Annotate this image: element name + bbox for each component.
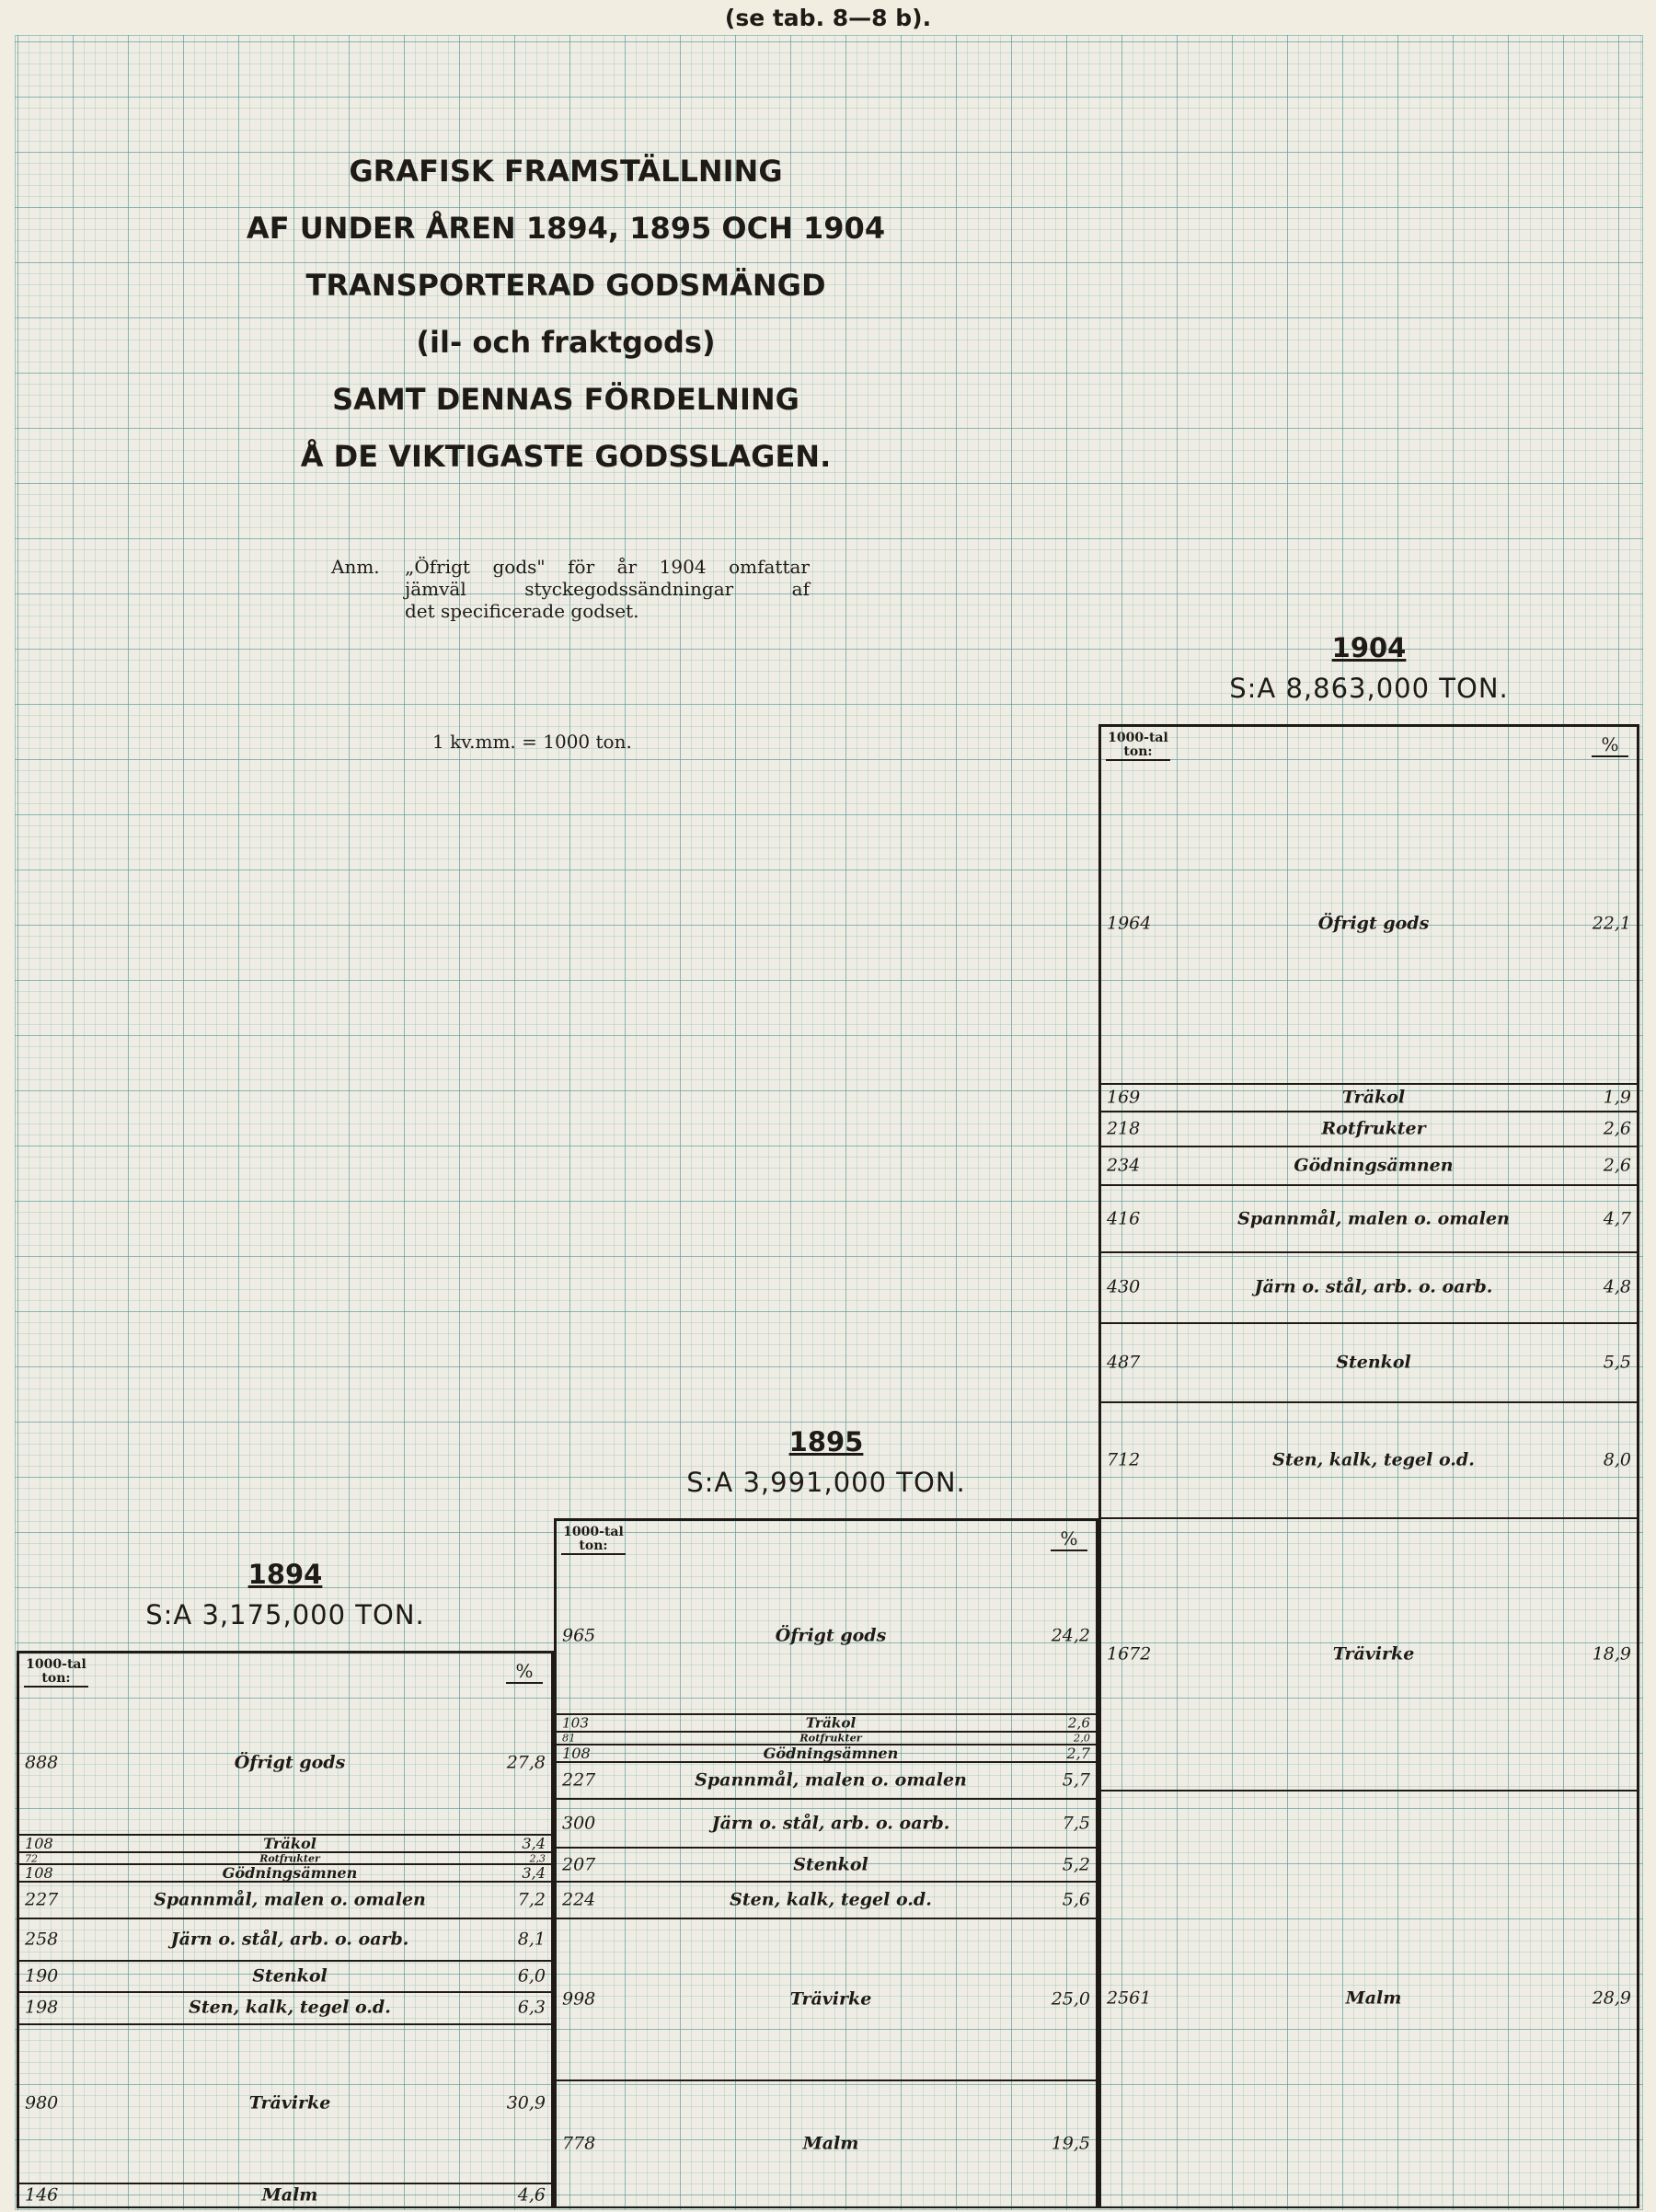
segment-percent: 19,5 [1051, 2133, 1090, 2154]
segment-value: 81 [562, 1731, 576, 1745]
segment-value: 980 [25, 2092, 59, 2114]
segment-label: Sten, kalk, tegel o.d. [730, 1889, 932, 1910]
segment-percent: 1,9 [1603, 1087, 1631, 1108]
segment-percent: 2,6 [1067, 1713, 1090, 1731]
bar-segment [19, 1962, 551, 1993]
segment-percent: 8,1 [517, 1929, 546, 1950]
percent-header: % [1592, 733, 1628, 757]
segment-percent: 8,0 [1603, 1449, 1631, 1470]
segment-value: 108 [25, 1834, 53, 1852]
segment-percent: 7,2 [517, 1889, 546, 1910]
bar-segment [1101, 1085, 1637, 1112]
segment-value: 207 [562, 1854, 596, 1875]
segment-value: 108 [25, 1863, 53, 1882]
segment-value: 487 [1107, 1352, 1141, 1373]
segment-label: Sten, kalk, tegel o.d. [1272, 1449, 1475, 1470]
column-year-label: 1895 [788, 1425, 864, 1457]
segment-label: Stenkol [1336, 1352, 1411, 1373]
segment-value: 227 [25, 1889, 59, 1910]
segment-percent: 27,8 [506, 1752, 546, 1773]
segment-label: Spannmål, malen o. omalen [154, 1889, 426, 1910]
segment-label: Stenkol [793, 1854, 868, 1875]
segment-label: Gödningsämnen [763, 1744, 899, 1762]
column-year-label: 1904 [1331, 632, 1407, 664]
bar-segment [19, 1691, 551, 1836]
segment-label: Malm [261, 2184, 318, 2206]
bar-segment [19, 1836, 551, 1853]
segment-value: 227 [562, 1769, 596, 1791]
segment-value: 1964 [1107, 913, 1152, 934]
segment-label: Spannmål, malen o. omalen [1237, 1208, 1510, 1229]
segment-value: 169 [1107, 1087, 1141, 1108]
segment-label: Trävirke [248, 2092, 331, 2114]
segment-value: 1672 [1107, 1643, 1152, 1665]
segment-label: Öfrigt gods [1317, 913, 1430, 934]
segment-value: 430 [1107, 1276, 1141, 1297]
segment-percent: 5,6 [1062, 1889, 1090, 1910]
segment-percent: 5,5 [1603, 1352, 1631, 1373]
segment-percent: 4,7 [1603, 1208, 1631, 1229]
bar-segment [1101, 1186, 1637, 1254]
unit-header: 1000-tal ton: [1106, 732, 1170, 761]
segment-value: 300 [562, 1813, 596, 1834]
segment-percent: 6,3 [517, 1997, 546, 2018]
segment-percent: 7,5 [1062, 1813, 1090, 1834]
segment-value: 888 [25, 1752, 59, 1773]
segment-label: Malm [802, 2133, 859, 2154]
segment-percent: 5,7 [1062, 1769, 1090, 1791]
segment-value: 234 [1107, 1155, 1141, 1176]
segment-percent: 6,0 [517, 1965, 546, 1987]
title-line: SAMT DENNAS FÖRDELNING [332, 382, 799, 417]
title-line: Å DE VIKTIGASTE GODSSLAGEN. [300, 439, 832, 474]
segment-percent: 2,0 [1073, 1731, 1090, 1745]
column-total-label: S:A 3,175,000 TON. [145, 1599, 425, 1631]
segment-percent: 4,8 [1603, 1276, 1631, 1297]
segment-percent: 5,2 [1062, 1854, 1090, 1875]
bar-segment [1101, 765, 1637, 1085]
segment-label: Trävirke [1332, 1643, 1415, 1665]
segment-percent: 18,9 [1592, 1643, 1631, 1665]
segment-label: Rotfrukter [1321, 1118, 1426, 1139]
bar-segment [19, 1883, 551, 1919]
segment-percent: 4,6 [517, 2184, 546, 2206]
chart-title [138, 143, 994, 485]
segment-value: 72 [25, 1852, 38, 1865]
segment-label: Gödningsämnen [1294, 1155, 1454, 1176]
bar-segment [557, 1919, 1096, 2082]
bar-segment [557, 1559, 1096, 1716]
segment-percent: 24,2 [1051, 1625, 1090, 1646]
segment-percent: 2,7 [1066, 1744, 1090, 1762]
segment-value: 778 [562, 2133, 596, 2154]
segment-label: Sten, kalk, tegel o.d. [189, 1997, 391, 2018]
segment-percent: 3,4 [522, 1834, 546, 1852]
segment-label: Rotfrukter [799, 1731, 862, 1745]
segment-value: 998 [562, 1988, 596, 2010]
segment-value: 416 [1107, 1208, 1141, 1229]
bar-segment [557, 1763, 1096, 1800]
segment-percent: 25,0 [1051, 1988, 1090, 2010]
bar-segment [1101, 1253, 1637, 1323]
title-line: GRAFISK FRAMSTÄLLNING [349, 154, 783, 189]
title-line: (il- och fraktgods) [416, 325, 716, 360]
bar-segment [1101, 1791, 1637, 2208]
scale-note: 1 kv.mm. = 1000 ton. [432, 731, 632, 753]
note-line: det specificerade godset. [405, 600, 639, 622]
title-line: TRANSPORTERAD GODSMÄNGD [305, 268, 826, 303]
segment-percent: 28,9 [1592, 1987, 1631, 2009]
segment-label: Gödningsämnen [222, 1863, 358, 1882]
segment-label: Träkol [805, 1713, 857, 1731]
title-line: AF UNDER ÅREN 1894, 1895 OCH 1904 [246, 211, 886, 246]
segment-value: 146 [25, 2184, 59, 2206]
note-line: jämväl styckegodssändningar af [405, 578, 810, 600]
segment-label: Malm [1345, 1987, 1402, 2009]
segment-value: 108 [562, 1744, 591, 1762]
bar-segment [1101, 1147, 1637, 1185]
bar-segment [19, 1865, 551, 1883]
percent-header: % [506, 1660, 543, 1684]
segment-value: 224 [562, 1889, 596, 1910]
bar-segment [1101, 1112, 1637, 1148]
bar-segment [557, 2081, 1096, 2208]
table-reference: (se tab. 8—8 b). [724, 5, 932, 31]
segment-percent: 3,4 [522, 1863, 546, 1882]
segment-label: Trävirke [789, 1988, 872, 2010]
note-line: „Öfrigt gods" för år 1904 omfattar [405, 556, 810, 578]
bar-segment [19, 2025, 551, 2184]
bar-segment [557, 1745, 1096, 1763]
bar-segment [1101, 1519, 1637, 1791]
segment-value: 258 [25, 1929, 59, 1950]
segment-percent: 2,3 [529, 1852, 546, 1865]
column-year-label: 1894 [247, 1559, 323, 1591]
segment-label: Träkol [1341, 1087, 1406, 1108]
bar-segment [19, 2184, 551, 2208]
segment-value: 103 [562, 1713, 590, 1731]
segment-value: 198 [25, 1997, 59, 2018]
bar-segment [557, 1849, 1096, 1883]
unit-header: 1000-tal ton: [24, 1658, 88, 1688]
bar-segment [19, 1919, 551, 1962]
segment-percent: 30,9 [506, 2092, 546, 2114]
segment-value: 712 [1107, 1449, 1141, 1470]
segment-label: Öfrigt gods [775, 1625, 887, 1646]
segment-label: Träkol [263, 1834, 316, 1852]
segment-value: 218 [1107, 1118, 1141, 1139]
percent-header: % [1051, 1527, 1087, 1551]
segment-label: Stenkol [252, 1965, 328, 1987]
segment-label: Spannmål, malen o. omalen [695, 1769, 967, 1791]
segment-percent: 22,1 [1592, 913, 1631, 934]
segment-label: Järn o. stål, arb. o. oarb. [170, 1929, 409, 1950]
segment-label: Järn o. stål, arb. o. oarb. [1254, 1276, 1493, 1297]
bar-segment [557, 1883, 1096, 1919]
unit-header: 1000-tal ton: [561, 1526, 626, 1555]
bar-segment [557, 1800, 1096, 1849]
bar-segment [19, 1993, 551, 2025]
segment-value: 190 [25, 1965, 59, 1987]
bar-segment [1101, 1403, 1637, 1519]
bar-segment [1101, 1324, 1637, 1403]
segment-value: 965 [562, 1625, 596, 1646]
segment-label: Öfrigt gods [234, 1752, 346, 1773]
segment-percent: 2,6 [1603, 1118, 1631, 1139]
column-total-label: S:A 8,863,000 TON. [1229, 673, 1509, 705]
segment-value: 2561 [1107, 1987, 1152, 2009]
column-total-label: S:A 3,991,000 TON. [686, 1466, 966, 1498]
note-prefix: Anm. [331, 556, 380, 578]
bar-segment [557, 1715, 1096, 1732]
segment-percent: 2,6 [1603, 1155, 1631, 1176]
segment-label: Järn o. stål, arb. o. oarb. [711, 1813, 950, 1834]
segment-label: Rotfrukter [259, 1852, 320, 1865]
